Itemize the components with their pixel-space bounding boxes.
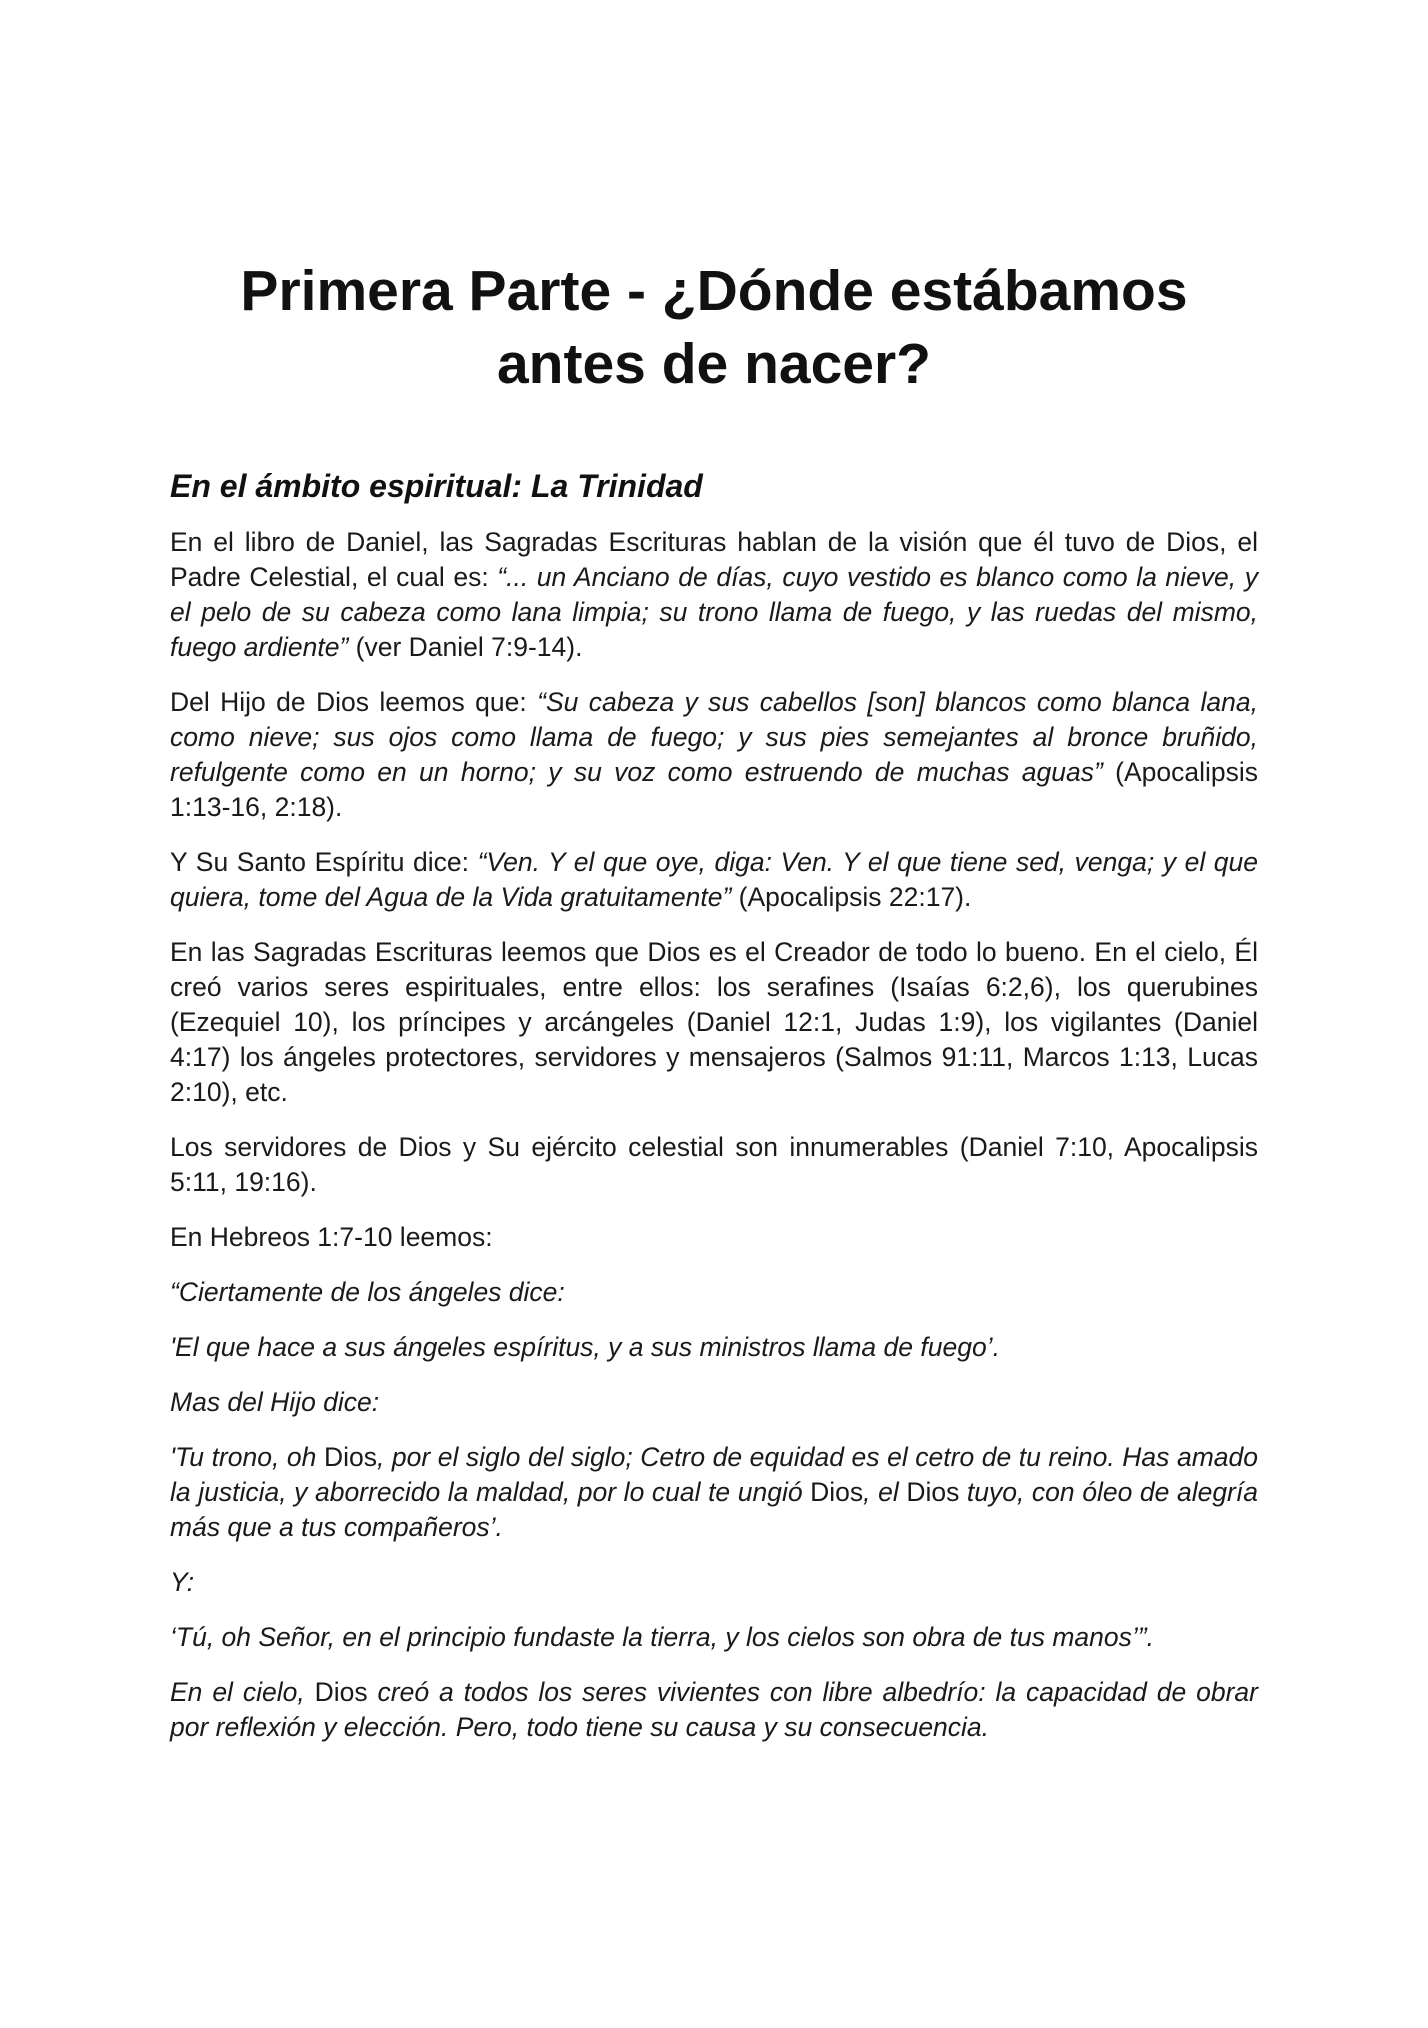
quote-hijo: Mas del Hijo dice: [170,1387,380,1417]
title-line-2: antes de nacer? [496,332,931,396]
scripture-quote: “Ven. Y el que oye, diga: Ven. Y el que tiene sed, venga; y el que quiera, tome del Agua de la Vida gratuitamente” [170,847,1258,912]
scripture-reference: (Apocalipsis 1:13-16, 2:18). [170,757,1258,822]
section-heading: En el ámbito espiritual: La Trinidad [170,468,703,504]
document-body [170,466,1258,1765]
paragraph-text: En el libro de Daniel, las Sagradas Escrituras hablan de la visión que él tuvo de Dios, el Padre Celestial, el cual es: [170,527,1258,592]
paragraph-hijo [170,685,1258,825]
quote-trono: 'Tu trono, oh Dios, por el siglo del siglo; Cetro de equidad es el cetro de tu reino. Has amado la justicia, y aborrecido la maldad, por lo cual te ungió Dios, el Dios tuyo, con óleo de alegría más que a tus compañeros’. [170,1442,1258,1542]
scripture-quote: “Su cabeza y sus cabellos [son] blancos como blanca lana, como nieve; sus ojos como llama de fuego; y sus pies semejantes al bronce bruñido, refulgente como en un horno; y su voz como estruendo de muchas aguas” [170,687,1258,787]
page-title [170,255,1258,401]
scripture-quote: “... un Anciano de días, cuyo vestido es blanco como la nieve, y el pelo de su cabeza como lana limpia; su trono llama de fuego, y las ruedas del mismo, fuego ardiente” [170,562,1258,662]
quote-y: Y: [170,1567,195,1597]
quote-angeles: “Ciertamente de los ángeles dice: [170,1277,565,1307]
scripture-reference: (ver Daniel 7:9-14). [348,632,583,662]
paragraph-text: Y Su Santo Espíritu dice: [170,847,478,877]
paragraph-servidores: Los servidores de Dios y Su ejército celestial son innumerables (Daniel 7:10, Apocalipsis 5:11, 19:16). [170,1132,1258,1197]
title-line-1: Primera Parte - ¿Dónde estábamos [240,259,1188,323]
paragraph-text: Del Hijo de Dios leemos que: [170,687,538,717]
paragraph-hebreos: En Hebreos 1:7-10 leemos: [170,1222,493,1252]
paragraph-creador: En las Sagradas Escrituras leemos que Dios es el Creador de todo lo bueno. En el cielo, Él creó varios seres espirituales, entre ellos: los serafines (Isaías 6:2,6), los querubines (Ezequiel 10), los príncipes y arcángeles (Daniel 12:1, Judas 1:9), los vigilantes (Daniel 4:17) los ángeles protectores, servidores y mensajeros (Salmos 91:11, Marcos 1:13, Lucas 2:10), etc. [170,937,1258,1107]
paragraph-espiritu [170,845,1258,915]
paragraph-daniel [170,525,1258,665]
quote-senor: ‘Tú, oh Señor, en el principio fundaste la tierra, y los cielos son obra de tus manos’”. [170,1622,1154,1652]
paragraph-libre-albedrio: En el cielo, Dios creó a todos los seres vivientes con libre albedrío: la capacidad de obrar por reflexión y elección. Pero, todo tiene su causa y su consecuencia. [170,1677,1258,1742]
scripture-reference: (Apocalipsis 22:17). [731,882,972,912]
quote-ministros: 'El que hace a sus ángeles espíritus, y a sus ministros llama de fuego’. [170,1332,1000,1362]
